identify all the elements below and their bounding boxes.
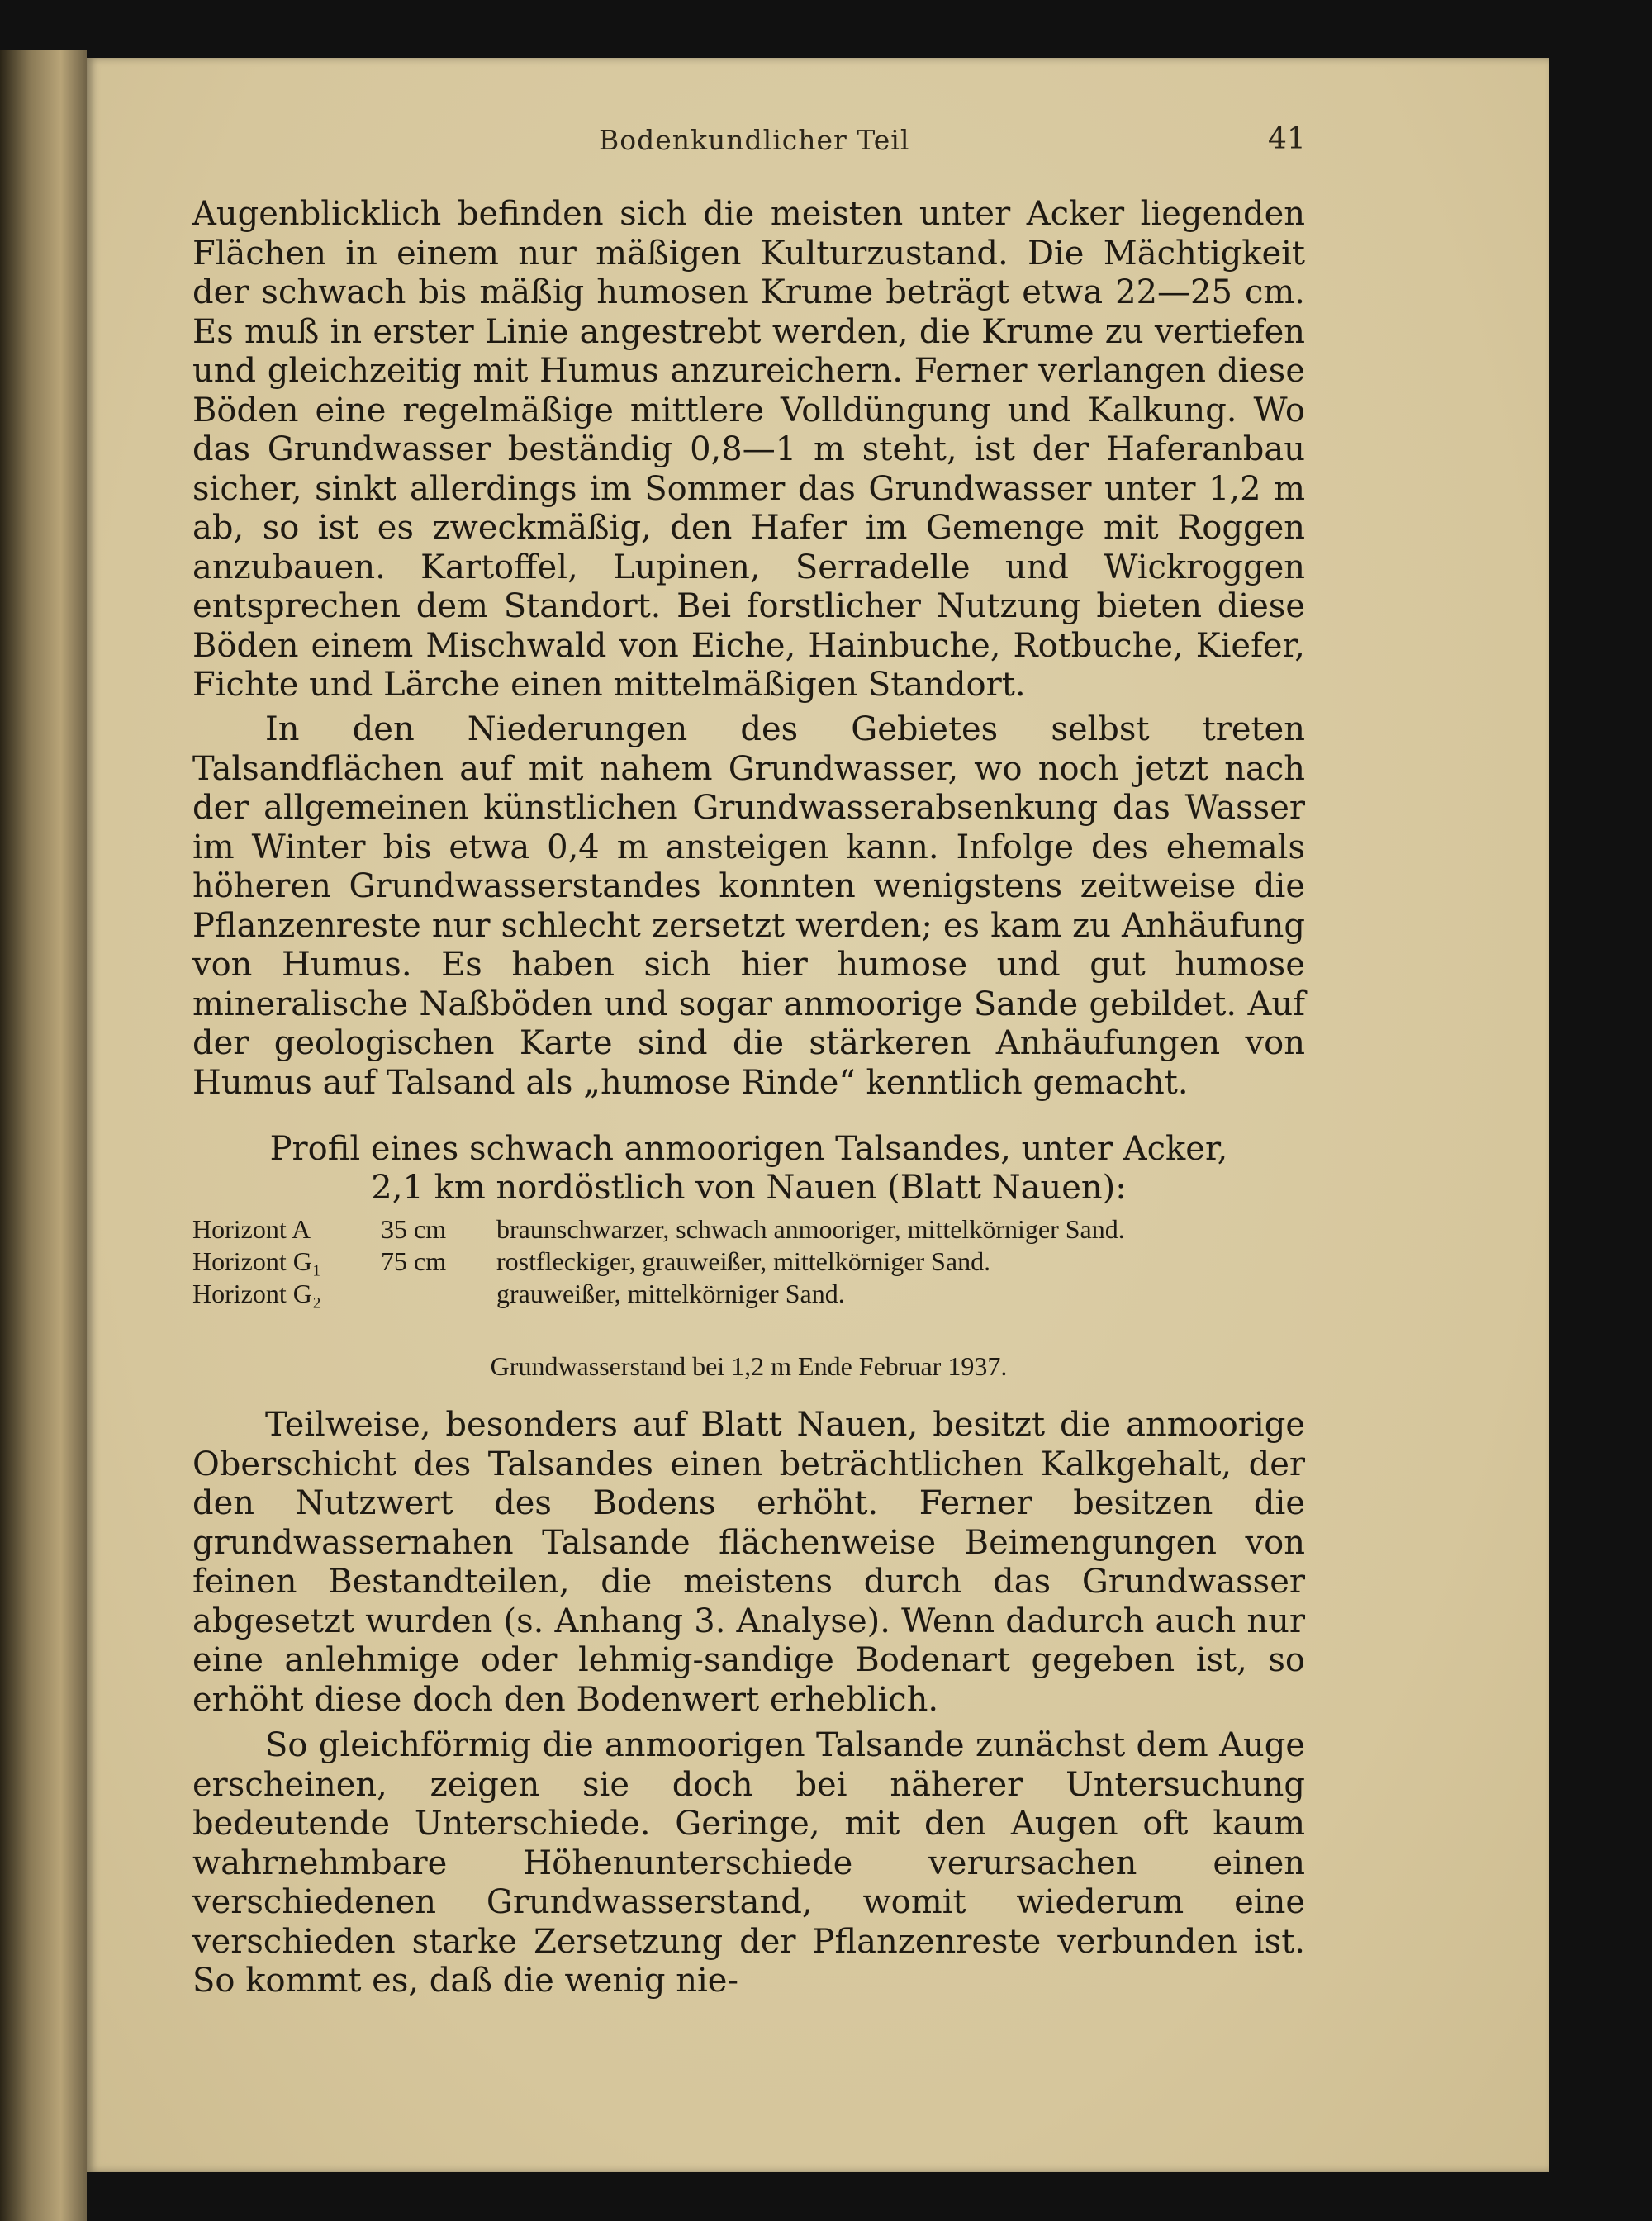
profile-title-line-1: Profil eines schwach anmoorigen Talsandes, unter Acker,: [269, 1130, 1228, 1168]
horizon-depth: 75 cm: [381, 1246, 447, 1276]
horizon-name: Horizont G₁: [192, 1246, 322, 1276]
horizon-depth: [381, 1279, 496, 1309]
horizon-name: Horizont A: [192, 1214, 311, 1244]
profile-horizons-table: [192, 1214, 1305, 1311]
page-number: 41: [1268, 122, 1306, 156]
paragraph-text: In den Niederungen des Gebietes selbst treten Talsandflächen auf mit nahem Grundwasser, wo noch jetzt nach der allgemeinen künstlichen Grundwasserabsenkung das Wasser im Winter bis etwa 0,4 m ansteigen kann. Infolge des ehemals höheren Grundwasserstandes konnten wenigstens zeitweise die Pflanzenreste nur schlecht zersetzt werden; es kam zu Anhäufung von Humus. Es haben sich hier humose und gut humose mineralische Naßböden und sogar anmoorige Sande gebildet. Auf der geologischen Karte sind die stärkeren Anhäufungen von Humus auf Talsand als „humose Rinde“ kenntlich gemacht.: [192, 710, 1305, 1102]
horizon-name: Horizont G₂: [192, 1279, 322, 1308]
paragraph-3: [192, 1406, 1305, 1720]
paragraph-1: [192, 195, 1305, 705]
horizon-depth: 35 cm: [381, 1214, 447, 1244]
paragraph-2: [192, 710, 1305, 1103]
book-spine-edge: [0, 50, 87, 2221]
horizon-description: rostfleckiger, grauweißer, mittelkörniger Sand.: [496, 1246, 991, 1276]
horizon-description: braunschwarzer, schwach anmooriger, mittelkörniger Sand.: [496, 1214, 1125, 1244]
profile-title: [192, 1130, 1305, 1208]
paragraph-text: Augenblicklich befinden sich die meisten unter Acker liegenden Flächen in einem nur mäßigen Kulturzustand. Die Mächtigkeit der schwach bis mäßig humosen Krume beträgt etwa 22—25 cm. Es muß in erster Linie angestrebt werden, die Krume zu vertiefen und gleichzeitig mit Humus anzureichern. Ferner verlangen diese Böden eine regelmäßige mittlere Volldüngung und Kalkung. Wo das Grundwasser beständig 0,8—1 m steht, ist der Haferanbau sicher, sinkt allerdings im Sommer das Grundwasser unter 1,2 m ab, so ist es zweckmäßig, den Hafer im Gemenge mit Roggen anzubauen. Kartoffel, Lupinen, Serradelle und Wickroggen entsprechen dem Standort. Bei forstlicher Nutzung bieten diese Böden einem Mischwald von Eiche, Hainbuche, Rotbuche, Kiefer, Fichte und Lärche einen mittelmäßigen Standort.: [192, 195, 1305, 704]
horizon-row: [192, 1214, 1305, 1245]
groundwater-note: Grundwasserstand bei 1,2 m Ende Februar 1937.: [490, 1351, 1008, 1381]
profile-title-line-2: 2,1 km nordöstlich von Nauen (Blatt Nauen):: [371, 1169, 1127, 1207]
paragraph-text: Teilweise, besonders auf Blatt Nauen, besitzt die anmoorige Oberschicht des Talsandes einen beträchtlichen Kalkgehalt, der den Nutzwert des Bodens erhöht. Ferner besitzen die grundwassernahen Talsande flächenweise Beimengungen von feinen Bestandteilen, die meistens durch das Grundwasser abgesetzt wurden (s. Anhang 3. Analyse). Wenn dadurch auch nur eine anlehmige oder lehmig-sandige Bodenart gegeben ist, so erhöht diese doch den Bodenwert erheblich.: [192, 1406, 1305, 1719]
paragraph-4: [192, 1726, 1305, 2001]
horizon-description: grauweißer, mittelkörniger Sand.: [496, 1279, 845, 1308]
running-head: Bodenkundlicher Teil: [599, 124, 910, 156]
paragraph-text: So gleichförmig die anmoorigen Talsande zunächst dem Auge erscheinen, zeigen sie doch bei näherer Untersuchung bedeutende Unterschiede. Geringe, mit den Augen oft kaum wahrnehmbare Höhenunterschiede verursachen einen verschiedenen Grundwasserstand, womit wiederum eine verschieden starke Zersetzung der Pflanzenreste verbunden ist. So kommt es, daß die wenig nie-: [192, 1726, 1305, 2000]
horizon-row: [192, 1279, 1305, 1309]
horizon-row: [192, 1246, 1305, 1277]
